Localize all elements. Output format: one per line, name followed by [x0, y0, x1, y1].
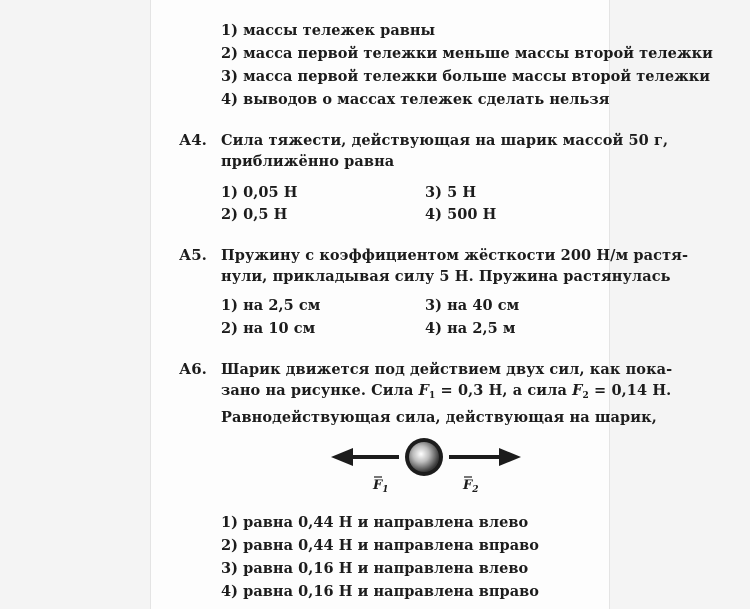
question-a5-option-1: 1) на 2,5 см [221, 297, 321, 314]
question-a6-number: А6. [179, 360, 207, 378]
question-a6-option-3: 3) равна 0,16 Н и направлена влево [221, 560, 529, 577]
question-a5-option-3: 3) на 40 см [425, 297, 520, 314]
question-a4-stem [221, 130, 668, 172]
stem-text: = 0,14 Н. [588, 382, 672, 399]
prev-option-4: 4) выводов о массах тележек сделать нельзя [221, 91, 610, 108]
question-a6-stem-line-3: Равнодействующая сила, действующая на шарик, [221, 409, 657, 426]
ball [409, 442, 439, 472]
figure-f1-label [373, 478, 389, 495]
question-a4-number: А4. [179, 131, 207, 149]
question-a5-stem-line: Пружину с коэффициентом жёсткости 200 Н/м растя- [221, 247, 689, 264]
force-f1-symbol: F [418, 382, 430, 399]
question-a5-option-2: 2) на 10 см [221, 320, 316, 337]
force-f2-symbol: F [572, 382, 583, 399]
question-a4-option-4: 4) 500 Н [425, 206, 497, 223]
figure-f2-label [463, 478, 479, 495]
question-a6-option-1: 1) равна 0,44 Н и направлена влево [221, 514, 529, 531]
question-a5-number: А5. [179, 246, 207, 264]
stem-text: = 0,3 Н, а сила [435, 382, 573, 399]
figure-f2-symbol: F [463, 478, 473, 493]
prev-option-3: 3) масса первой тележки больше массы второй тележки [221, 68, 711, 85]
question-a6-option-2: 2) равна 0,44 Н и направлена вправо [221, 537, 540, 554]
question-a4-option-3: 3) 5 Н [425, 184, 477, 201]
prev-option-1: 1) массы тележек равны [221, 22, 436, 39]
force-f1-arrowhead [331, 448, 353, 466]
question-a4-option-1: 1) 0,05 Н [221, 184, 298, 201]
question-a5-option-4: 4) на 2,5 м [425, 320, 516, 337]
figure-f2-subscript: 2 [472, 485, 479, 495]
forces-diagram [321, 432, 531, 500]
stem-text: зано на рисунке. Сила [221, 382, 419, 399]
question-a4-stem-line: Сила тяжести, действующая на шарик массой 50 г, [221, 132, 669, 149]
figure-f1-subscript: 1 [382, 485, 389, 495]
question-a5-stem-line: нули, прикладывая силу 5 Н. Пружина растянулась [221, 268, 671, 285]
question-a6-stem-line-2 [221, 380, 672, 407]
question-a4-option-2: 2) 0,5 Н [221, 206, 288, 223]
question-a6-stem [221, 359, 672, 428]
question-a6-stem-line-1: Шарик движется под действием двух сил, как пока- [221, 361, 673, 378]
force-f2-arrowhead [499, 448, 521, 466]
figure-f1-symbol: F [373, 478, 383, 493]
question-a5-stem [221, 245, 688, 287]
force-f2-subscript: 2 [582, 391, 589, 401]
force-f1-subscript: 1 [429, 391, 436, 401]
textbook-page [150, 0, 713, 609]
question-a4-stem-line: приближённо равна [221, 153, 395, 170]
prev-option-2: 2) масса первой тележки меньше массы второй тележки [221, 45, 713, 62]
question-a6-option-4: 4) равна 0,16 Н и направлена вправо [221, 583, 540, 600]
